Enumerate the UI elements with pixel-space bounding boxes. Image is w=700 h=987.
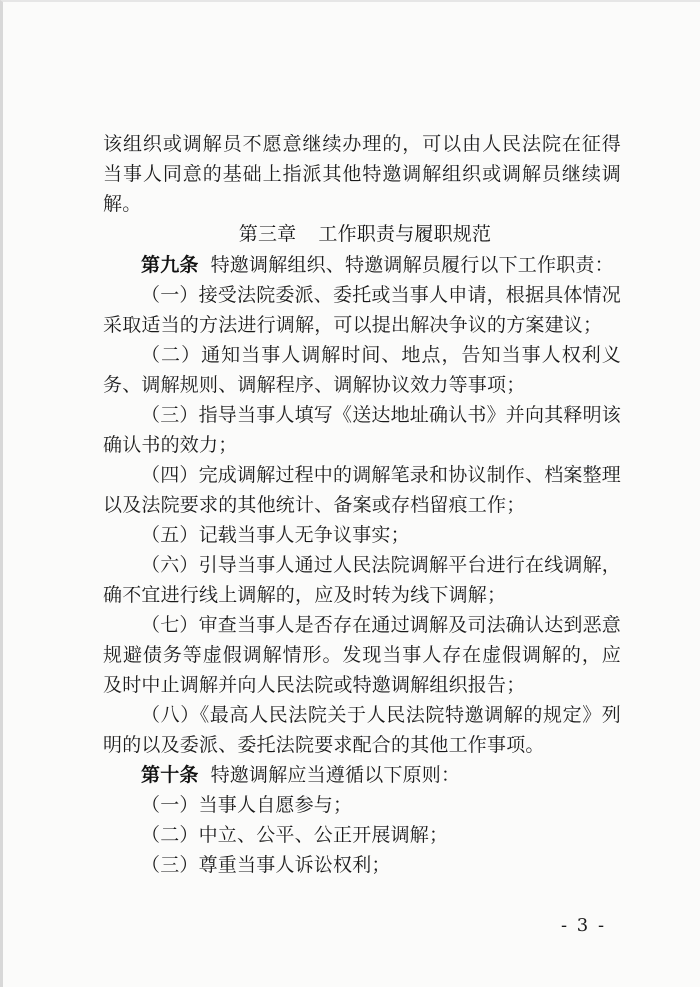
- article-10-lead: 特邀调解应当遵循以下原则：: [210, 764, 461, 786]
- chapter-number: 第三章: [238, 223, 297, 245]
- article-9-heading: 第九条: [141, 254, 199, 276]
- article-9-item: （八）《最高人民法院关于人民法院特邀调解的规定》列明的以及委派、委托法院要求配合的其他工作事项。: [103, 704, 621, 756]
- article-10-heading: 第十条: [141, 764, 199, 786]
- article-10-intro: [103, 760, 621, 790]
- continuation-paragraph: 该组织或调解员不愿意继续办理的，可以由人民法院在征得当事人同意的基础上指派其他特邀调解组织或调解员继续调解。: [103, 133, 621, 215]
- article-9-item: （六）引导当事人通过人民法院调解平台进行在线调解，确不宜进行线上调解的，应及时转为线下调解；: [103, 554, 622, 606]
- article-10-item: （三）尊重当事人诉讼权利；: [141, 854, 391, 876]
- article-10-item: （一）当事人自愿参与；: [141, 794, 353, 816]
- chapter-heading: [103, 219, 621, 250]
- article-9-item: （一）接受法院委派、委托或当事人申请，根据具体情况采取适当的方法进行调解，可以提出解决争议的方案建议；: [103, 284, 622, 336]
- article-9-item: （三）指导当事人填写《送达地址确认书》并向其释明该确认书的效力；: [103, 404, 622, 456]
- chapter-title: 工作职责与履职规范: [318, 223, 492, 245]
- article-9-item: （二）通知当事人调解时间、地点，告知当事人权利义务、调解规则、调解程序、调解协议效力等事项；: [103, 344, 621, 396]
- article-9-intro: [103, 250, 621, 280]
- article-10-item: （二）中立、公平、公正开展调解；: [141, 824, 449, 846]
- article-9-lead: 特邀调解组织、特邀调解员履行以下工作职责：: [210, 254, 614, 276]
- document-body: [103, 129, 621, 880]
- page-number: - 3 -: [561, 915, 607, 936]
- article-9-item: （七）审查当事人是否存在通过调解及司法确认达到恶意规避债务等虚假调解情形。发现当事人存在虚假调解的，应及时中止调解并向人民法院或特邀调解组织报告；: [103, 614, 622, 696]
- article-9-item: （五）记载当事人无争议事实；: [141, 524, 410, 546]
- article-9-item: （四）完成调解过程中的调解笔录和协议制作、档案整理以及法院要求的其他统计、备案或存档留痕工作；: [103, 464, 622, 516]
